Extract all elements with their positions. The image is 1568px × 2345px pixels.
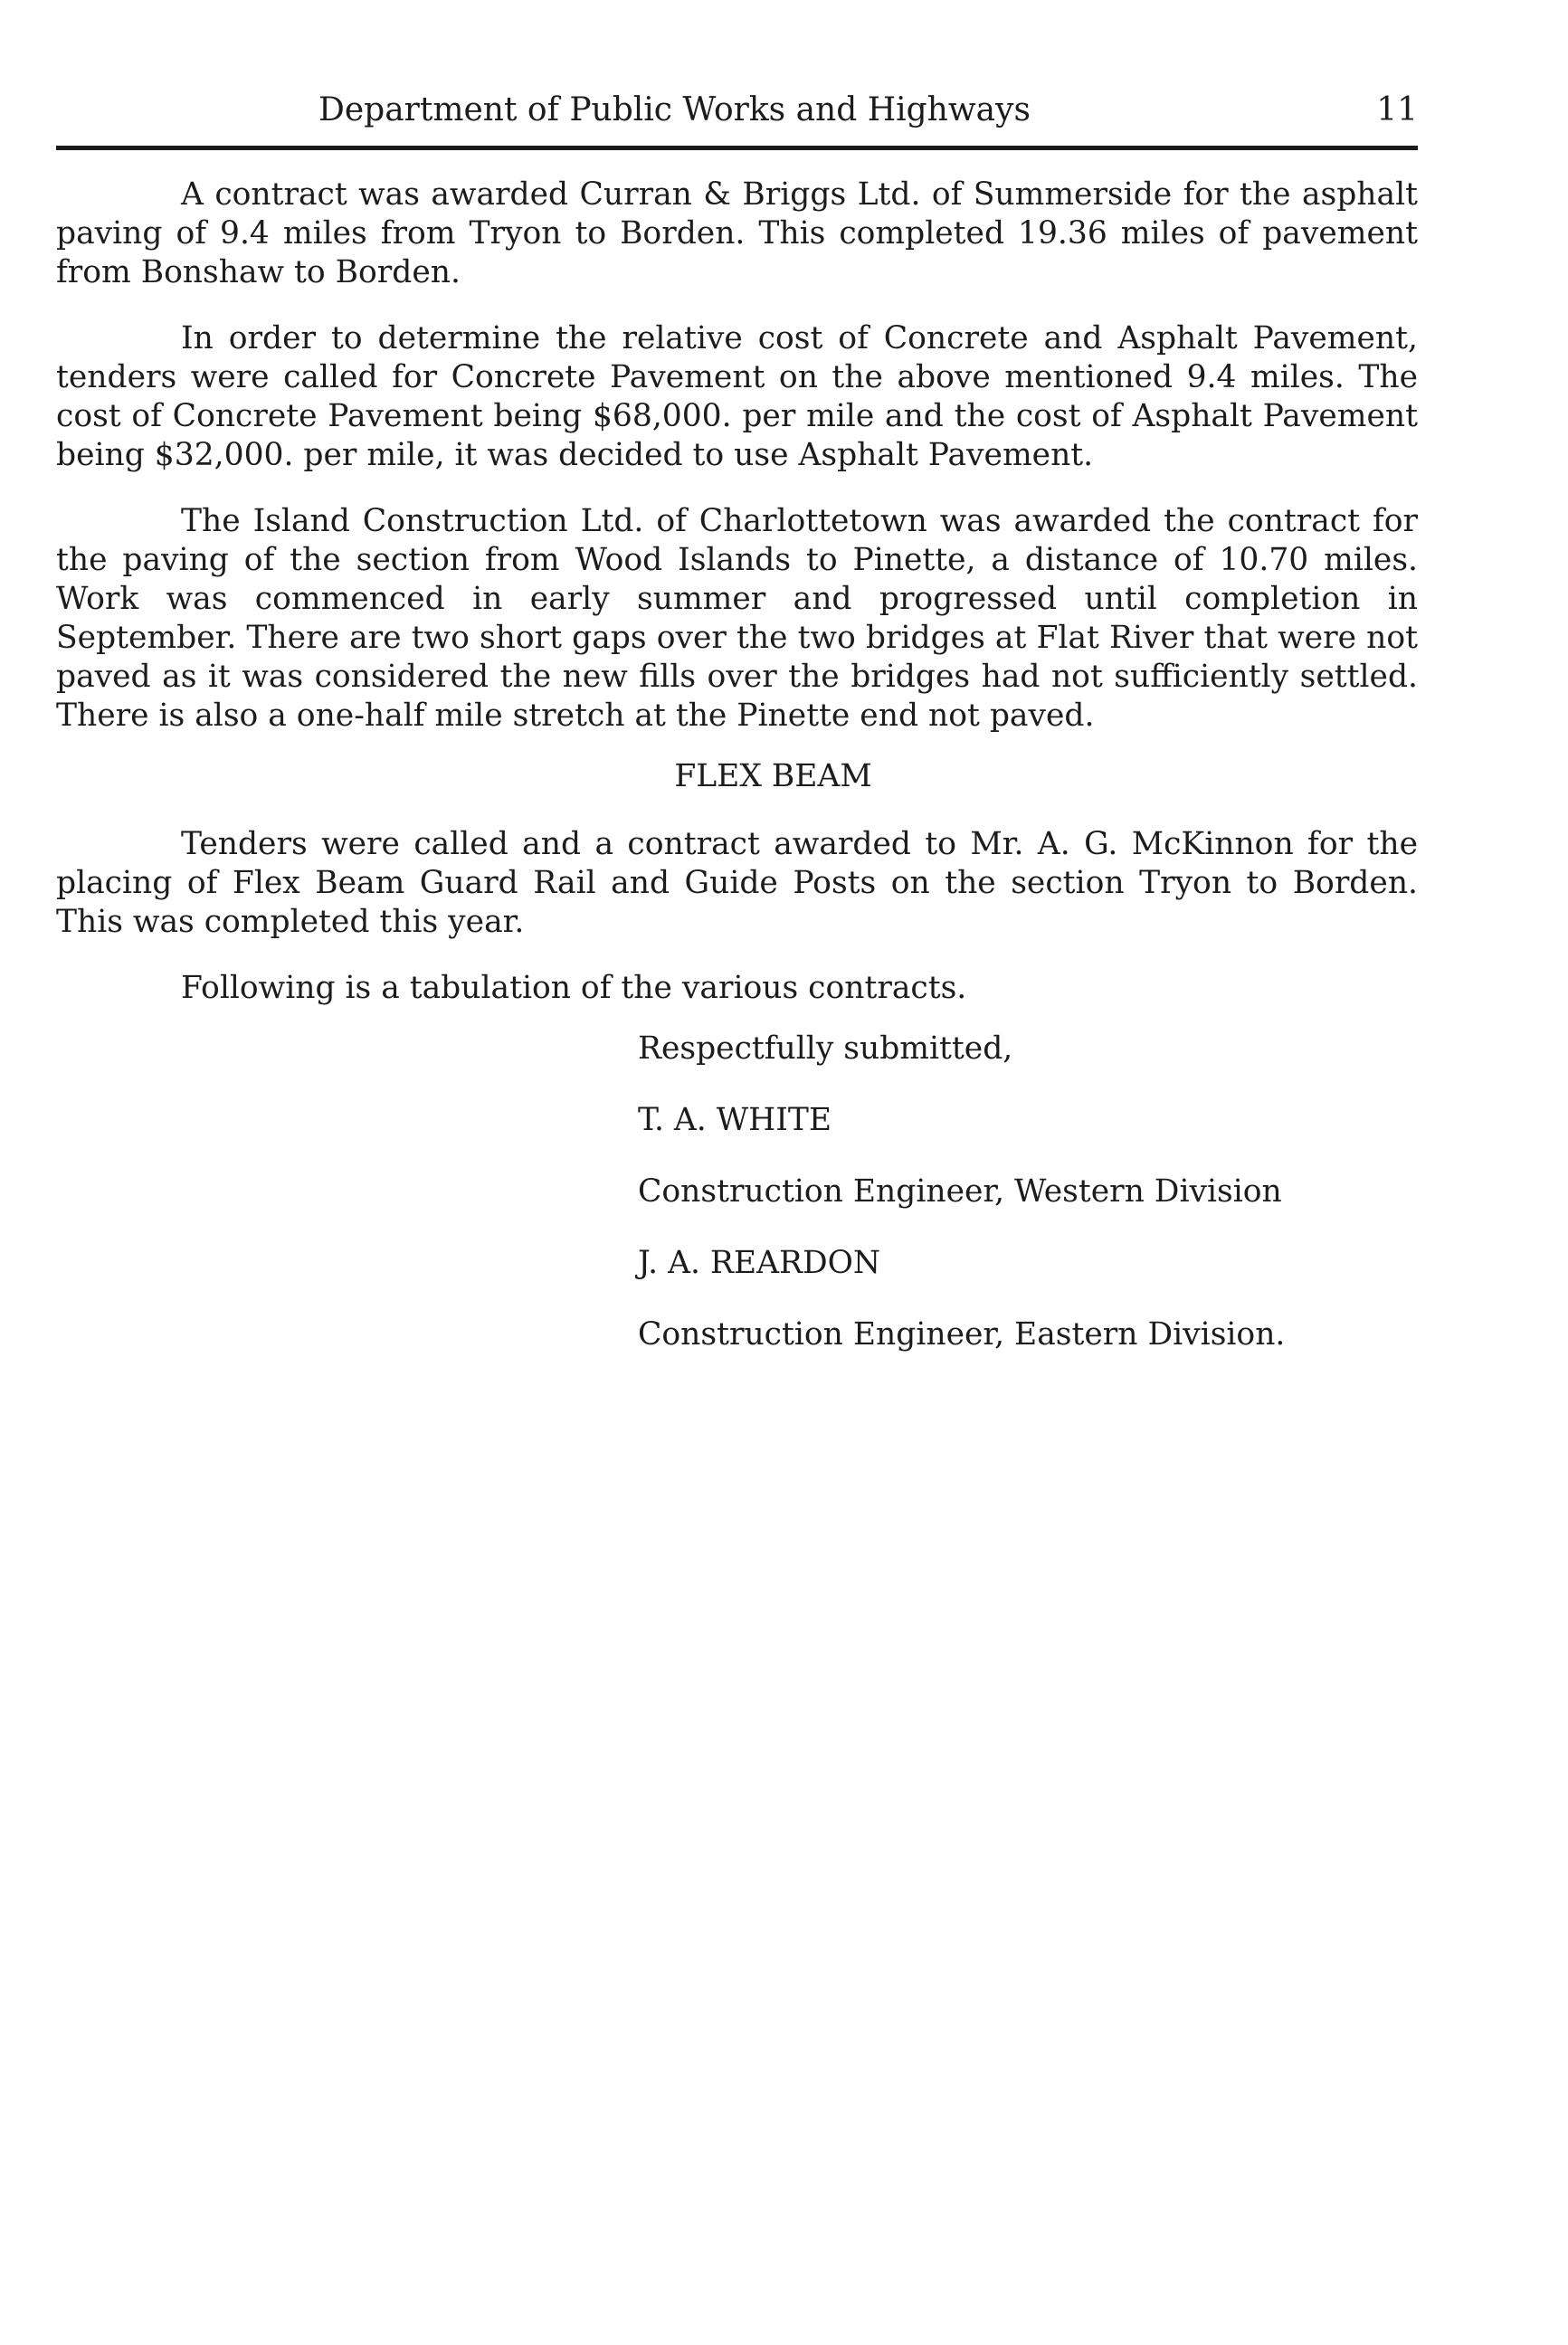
header-title: Department of Public Works and Highways — [318, 91, 1031, 128]
paragraph-relative-cost: In order to determine the relative cost of Concrete and Asphalt Pavement, tenders were called for Concrete Pavement on the above mentioned 9.4 miles. The cost of Concrete Pavement being $68,000. per mile and the cost of Asphalt Pavement being $32,000. per mile, it was decided to use Asphalt Pavement. — [56, 320, 1418, 473]
section-heading-flex-beam: FLEX BEAM — [674, 758, 872, 794]
signatory-title-western: Construction Engineer, Western Division — [638, 1173, 1282, 1210]
running-header — [56, 86, 1418, 150]
paragraph-tabulation: Following is a tabulation of the various contracts. — [181, 970, 967, 1006]
page-number: 11 — [1376, 91, 1418, 128]
paragraph-curran-briggs: A contract was awarded Curran & Briggs Ltd. of Summerside for the asphalt paving of 9.4 miles from Tryon to Borden. This completed 19.36 miles of pavement from Bonshaw to Borden. — [56, 176, 1418, 290]
body-text — [56, 176, 1418, 1008]
paragraph-flex-beam-tenders: Tenders were called and a contract awarded to Mr. A. G. McKinnon for the placing of Flex Beam Guard Rail and Guide Posts on the section Tryon to Borden. This was completed this year. — [56, 826, 1418, 940]
page — [56, 86, 1418, 1387]
paragraph-island-construction: The Island Construction Ltd. of Charlottetown was awarded the contract for the paving of the section from Wood Islands to Pinette, a distance of 10.70 miles. Work was commenced in early summer and progressed until completion in September. There are two short gaps over the two bridges at Flat River that were not paved as it was considered the new fills over the bridges had not sufficiently settled. There is also a one-half mile stretch at the Pinette end not paved. — [56, 503, 1418, 734]
signature-block — [638, 1030, 1418, 1354]
signature-closing: Respectfully submitted, — [638, 1030, 1013, 1067]
signatory-name-white: T. A. WHITE — [638, 1102, 832, 1138]
signatory-name-reardon: J. A. REARDON — [638, 1245, 881, 1281]
signatory-title-eastern: Construction Engineer, Eastern Division. — [638, 1316, 1286, 1353]
